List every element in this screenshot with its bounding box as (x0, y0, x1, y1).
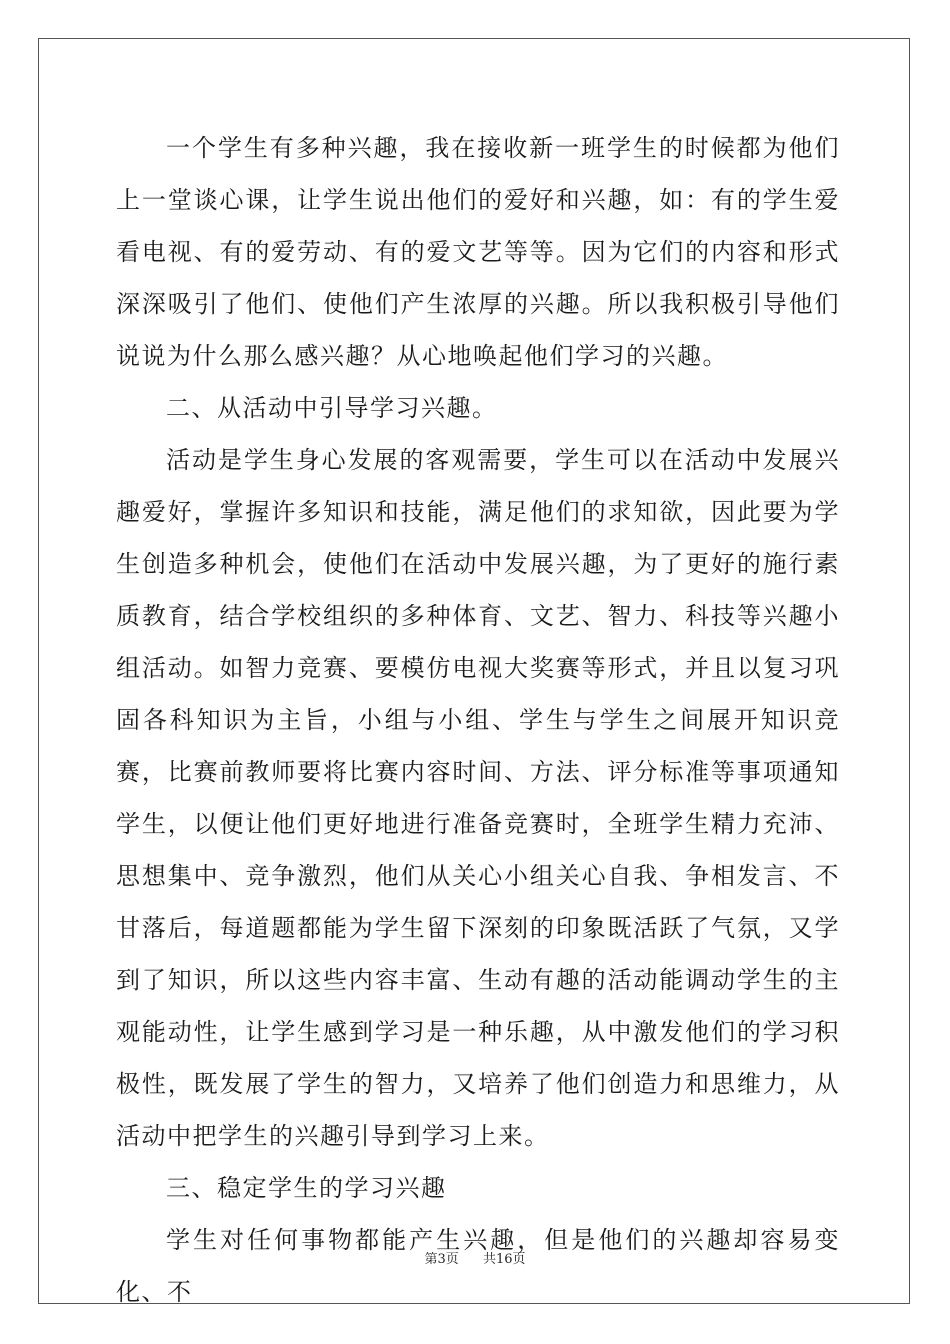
document-body (116, 122, 840, 1318)
section-heading-three: 三、稳定学生的学习兴趣 (166, 1174, 447, 1202)
paragraph-intro: 一个学生有多种兴趣，我在接收新一班学生的时候都为他们上一堂谈心课，让学生说出他们的爱好和兴趣，如：有的学生爱看电视、有的爱劳动、有的爱文艺等等。因为它们的内容和形式深深吸引了他们、使他们产生浓厚的兴趣。所以我积极引导他们说说为什么那么感兴趣？从心地唤起他们学习的兴趣。 (116, 134, 840, 370)
page-total: 共16页 (483, 1252, 526, 1267)
page-footer (0, 1248, 950, 1267)
paragraph-activities: 活动是学生身心发展的客观需要，学生可以在活动中发展兴趣爱好，掌握许多知识和技能，满足他们的求知欲，因此要为学生创造多种机会，使他们在活动中发展兴趣，为了更好的施行素质教育，结合学校组织的多种体育、文艺、智力、科技等兴趣小组活动。如智力竞赛、要模仿电视大奖赛等形式，并且以复习巩固各科知识为主旨，小组与小组、学生与学生之间展开知识竞赛，比赛前教师要将比赛内容时间、方法、评分标准等事项通知学生，以便让他们更好地进行准备竞赛时，全班学生精力充沛、思想集中、竞争激烈，他们从关心小组关心自我、争相发言、不甘落后，每道题都能为学生留下深刻的印象既活跃了气氛，又学到了知识，所以这些内容丰富、生动有趣的活动能调动学生的主观能动性，让学生感到学习是一种乐趣，从中激发他们的学习积极性，既发展了学生的智力，又培养了他们创造力和思维力，从活动中把学生的兴趣引导到学习上来。 (116, 446, 840, 1150)
paragraph-stability: 学生对任何事物都能产生兴趣，但是他们的兴趣却容易变化、不 (116, 1226, 840, 1306)
section-heading-two: 二、从活动中引导学习兴趣。 (166, 394, 498, 422)
page-number: 第3页 (424, 1252, 459, 1267)
